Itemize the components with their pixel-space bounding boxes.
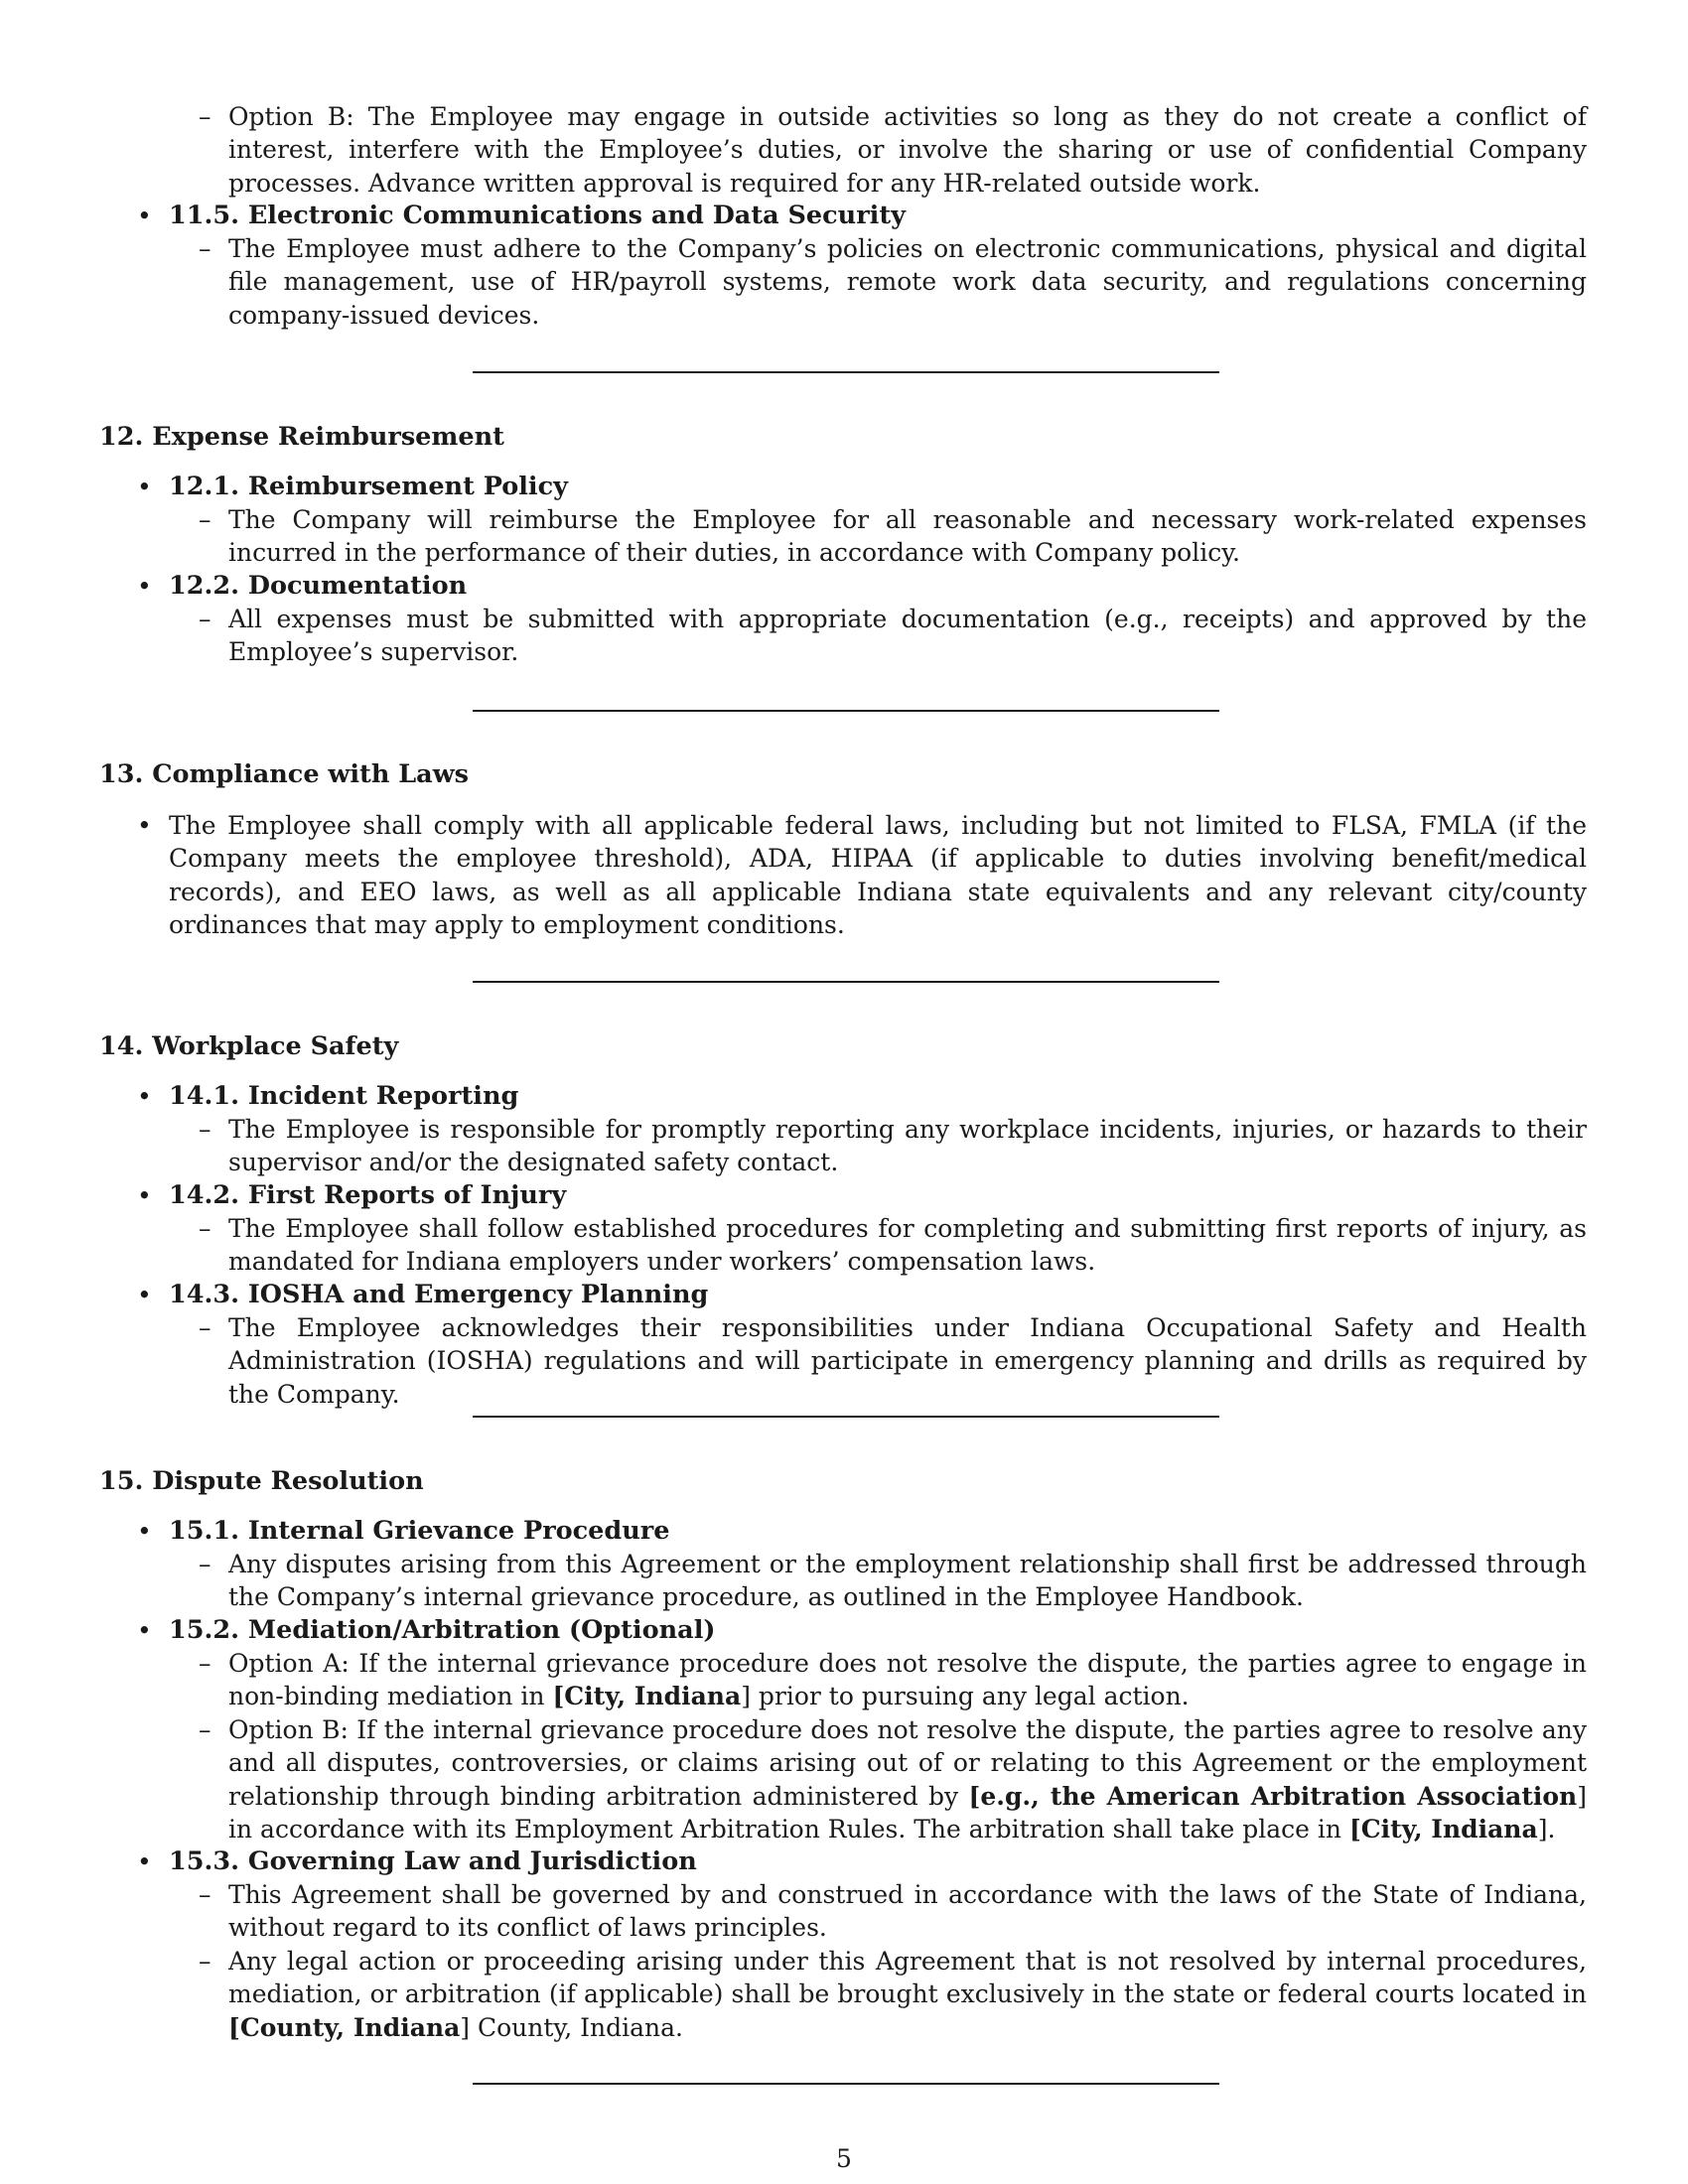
paragraph-15-3-governing-law: This Agreement shall be governed by and construed in accordance with the laws of the State of Indiana, without regard to its conflict of laws principles. bbox=[228, 1880, 1587, 1943]
dash-marker: – bbox=[199, 1649, 211, 1678]
option-b-text-end: ]. bbox=[1537, 1814, 1556, 1843]
subsection-heading-15-2: 15.2. Mediation/Arbitration (Optional) bbox=[169, 1615, 716, 1645]
bullet-marker: • bbox=[137, 572, 152, 601]
subsection-heading-15-1: 15.1. Internal Grievance Procedure bbox=[169, 1516, 670, 1546]
option-a-mediation bbox=[228, 1647, 1587, 1713]
paragraph-13: The Employee shall comply with all applicable federal laws, including but not limited to FLSA, FMLA (if the Company meets the employee threshold), ADA, HIPAA (if applicable to duties involving benefit/medical records), and EEO laws, as well as all applicable Indiana state equivalents and any relevant city/county ordinances that may apply to employment conditions. bbox=[169, 811, 1587, 939]
option-b-arbitration bbox=[228, 1713, 1587, 1845]
paragraph-14-1: The Employee is responsible for promptly reporting any workplace incidents, injuries, or hazards to their supervisor and/or the designated safety contact. bbox=[228, 1115, 1587, 1177]
placeholder-arbitration-body: [e.g., the American Arbitration Association bbox=[968, 1781, 1578, 1811]
section-divider bbox=[473, 710, 1219, 712]
option-b-outside-activities: Option B: The Employee may engage in outside activities so long as they do not create a conflict of interest, interfere with the Employee’s duties, or involve the sharing or use of confidential Company processes. Advance written approval is required for any HR-related outside work. bbox=[228, 102, 1587, 198]
dash-marker: – bbox=[199, 234, 211, 263]
bullet-marker: • bbox=[137, 1517, 152, 1546]
page-number: 5 bbox=[836, 2144, 852, 2173]
paragraph-15-1: Any disputes arising from this Agreement or the employment relationship shall first be addressed through the Company’s internal grievance procedure, as outlined in the Employee Handbook. bbox=[228, 1550, 1587, 1612]
paragraph-15-3-jurisdiction bbox=[228, 1945, 1587, 2044]
option-b-text: Option B: If the internal grievance procedure does not resolve the dispute, the parties agree to resolve any and all disputes, controversies, or claims arising out of or relating to this Agreement or the employment relationship through binding arbitration administered by bbox=[228, 1715, 1587, 1811]
subsection-heading-12-1: 12.1. Reimbursement Policy bbox=[169, 472, 568, 501]
jurisdiction-text-end: ] County, Indiana. bbox=[460, 2012, 683, 2042]
section-heading-13: 13. Compliance with Laws bbox=[99, 759, 470, 789]
dash-marker: – bbox=[199, 1550, 211, 1578]
bullet-marker: • bbox=[137, 1281, 152, 1309]
dash-marker: – bbox=[199, 1313, 211, 1342]
section-heading-14: 14. Workplace Safety bbox=[99, 1031, 399, 1061]
section-heading-15: 15. Dispute Resolution bbox=[99, 1466, 424, 1496]
section-heading-12: 12. Expense Reimbursement bbox=[99, 422, 504, 452]
paragraph-14-2: The Employee shall follow established procedures for completing and submitting first reports of injury, as mandated for Indiana employers under workers’ compensation laws. bbox=[228, 1214, 1587, 1277]
subsection-heading-14-2: 14.2. First Reports of Injury bbox=[169, 1180, 567, 1210]
section-divider bbox=[473, 1416, 1219, 1418]
dash-marker: – bbox=[199, 102, 211, 131]
subsection-heading-14-3: 14.3. IOSHA and Emergency Planning bbox=[169, 1280, 709, 1309]
dash-marker: – bbox=[199, 1947, 211, 1976]
subsection-heading-14-1: 14.1. Incident Reporting bbox=[169, 1081, 519, 1111]
bullet-marker: • bbox=[137, 473, 152, 501]
bullet-marker: • bbox=[137, 1847, 152, 1876]
dash-marker: – bbox=[199, 605, 211, 633]
section-divider bbox=[473, 2083, 1219, 2085]
placeholder-city: [City, Indiana bbox=[552, 1682, 742, 1711]
dash-marker: – bbox=[199, 1214, 211, 1243]
placeholder-city: [City, Indiana bbox=[1348, 1814, 1538, 1843]
section-divider bbox=[473, 981, 1219, 983]
dash-marker: – bbox=[199, 1715, 211, 1744]
paragraph-12-2: All expenses must be submitted with appropriate documentation (e.g., receipts) and approved by the Employee’s supervisor. bbox=[228, 605, 1587, 667]
dash-marker: – bbox=[199, 1880, 211, 1909]
paragraph-12-1: The Company will reimburse the Employee for all reasonable and necessary work-related expenses incurred in the performance of their duties, in accordance with Company policy. bbox=[228, 505, 1587, 568]
option-b-text-mid: ] in accordance with its Employment Arbitration Rules. The arbitration shall take place in bbox=[228, 1781, 1587, 1843]
dash-marker: – bbox=[199, 1115, 211, 1144]
subsection-heading-15-3: 15.3. Governing Law and Jurisdiction bbox=[169, 1846, 697, 1876]
jurisdiction-text: Any legal action or proceeding arising under this Agreement that is not resolved by internal procedures, mediation, or arbitration (if applicable) shall be brought exclusively in the state or federal courts located in bbox=[228, 1947, 1587, 2009]
option-a-text: Option A: If the internal grievance procedure does not resolve the dispute, the parties agree to engage in non-binding mediation in bbox=[228, 1649, 1587, 1711]
dash-marker: – bbox=[199, 505, 211, 534]
option-a-text-end: ] prior to pursuing any legal action. bbox=[741, 1682, 1190, 1711]
bullet-marker: • bbox=[137, 1082, 152, 1111]
bullet-marker: • bbox=[137, 811, 152, 840]
paragraph-14-3: The Employee acknowledges their responsibilities under Indiana Occupational Safety and Health Administration (IOSHA) regulations and will participate in emergency planning and drills as required by the Company. bbox=[228, 1313, 1587, 1409]
bullet-marker: • bbox=[137, 1616, 152, 1645]
placeholder-county: [County, Indiana bbox=[228, 2012, 461, 2042]
subsection-heading-11-5: 11.5. Electronic Communications and Data Security bbox=[169, 201, 906, 230]
section-divider bbox=[473, 371, 1219, 373]
paragraph-11-5: The Employee must adhere to the Company’s policies on electronic communications, physical and digital file management, use of HR/payroll systems, remote work data security, and regulations concerning company-issued devices. bbox=[228, 234, 1587, 330]
bullet-marker: • bbox=[137, 1181, 152, 1210]
bullet-marker: • bbox=[137, 202, 152, 230]
subsection-heading-12-2: 12.2. Documentation bbox=[169, 571, 468, 601]
